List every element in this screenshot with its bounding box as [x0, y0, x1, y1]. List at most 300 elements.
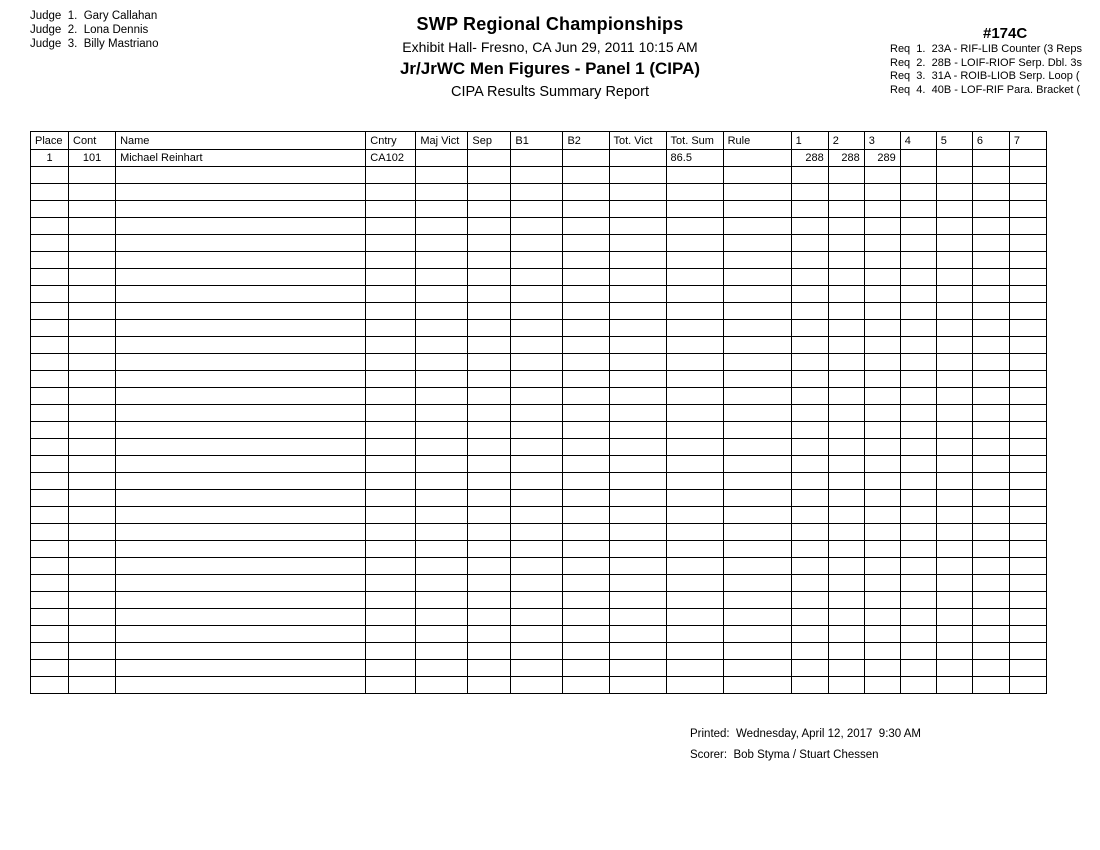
- table-cell: [900, 677, 936, 694]
- table-cell: [972, 524, 1009, 541]
- table-cell: [563, 201, 609, 218]
- table-cell: [864, 354, 900, 371]
- table-cell: [31, 405, 69, 422]
- table-cell: [69, 286, 116, 303]
- table-cell: [31, 371, 69, 388]
- table-cell: [936, 490, 972, 507]
- table-cell: 289: [864, 150, 900, 167]
- table-cell: [666, 354, 723, 371]
- table-cell: [791, 235, 828, 252]
- table-cell: [828, 371, 864, 388]
- col-header-tot-vict: Tot. Vict: [609, 132, 666, 150]
- table-cell: [900, 371, 936, 388]
- table-cell: [609, 677, 666, 694]
- table-cell: [791, 337, 828, 354]
- table-cell: [511, 252, 563, 269]
- table-cell: [972, 269, 1009, 286]
- table-cell: [366, 643, 416, 660]
- table-cell: 288: [828, 150, 864, 167]
- table-cell: [900, 150, 936, 167]
- table-cell: [366, 320, 416, 337]
- table-cell: [116, 422, 366, 439]
- table-cell: [936, 337, 972, 354]
- table-cell: [563, 575, 609, 592]
- table-cell: [563, 184, 609, 201]
- col-header-judge-5: 5: [936, 132, 972, 150]
- table-cell: [563, 286, 609, 303]
- table-cell: [416, 167, 468, 184]
- col-header-sep: Sep: [468, 132, 511, 150]
- table-cell: [468, 150, 511, 167]
- table-cell: [416, 337, 468, 354]
- table-cell: [468, 592, 511, 609]
- table-cell: [511, 473, 563, 490]
- table-cell: [1009, 643, 1046, 660]
- table-cell: [972, 201, 1009, 218]
- table-cell: [366, 337, 416, 354]
- table-cell: [416, 456, 468, 473]
- table-cell: [366, 201, 416, 218]
- table-cell: [366, 490, 416, 507]
- table-cell: [366, 218, 416, 235]
- table-cell: [936, 558, 972, 575]
- col-header-place: Place: [31, 132, 69, 150]
- table-cell: [511, 235, 563, 252]
- table-cell: [69, 507, 116, 524]
- table-cell: [1009, 575, 1046, 592]
- table-cell: [511, 150, 563, 167]
- table-cell: [972, 422, 1009, 439]
- table-cell: [666, 269, 723, 286]
- table-cell: [828, 643, 864, 660]
- table-cell: [366, 456, 416, 473]
- table-cell: [900, 252, 936, 269]
- table-cell: [828, 558, 864, 575]
- table-cell: [468, 337, 511, 354]
- table-cell: [936, 150, 972, 167]
- table-cell: [972, 388, 1009, 405]
- table-cell: [31, 235, 69, 252]
- table-cell: [1009, 473, 1046, 490]
- table-cell: [511, 575, 563, 592]
- table-cell: [791, 371, 828, 388]
- table-cell: [511, 558, 563, 575]
- table-cell: [416, 303, 468, 320]
- table-cell: [723, 252, 791, 269]
- empty-row: [31, 167, 1047, 184]
- table-cell: [116, 677, 366, 694]
- table-cell: [416, 150, 468, 167]
- table-cell: [900, 388, 936, 405]
- table-cell: [900, 439, 936, 456]
- table-cell: [666, 609, 723, 626]
- table-cell: [511, 456, 563, 473]
- table-cell: [31, 269, 69, 286]
- table-cell: [864, 490, 900, 507]
- table-cell: [69, 490, 116, 507]
- table-cell: [609, 184, 666, 201]
- empty-row: [31, 286, 1047, 303]
- empty-row: [31, 660, 1047, 677]
- table-cell: [864, 677, 900, 694]
- table-cell: [31, 422, 69, 439]
- table-cell: [31, 337, 69, 354]
- table-cell: [791, 286, 828, 303]
- table-cell: [609, 218, 666, 235]
- table-cell: [972, 456, 1009, 473]
- table-cell: [116, 405, 366, 422]
- table-cell: [972, 541, 1009, 558]
- table-cell: [416, 660, 468, 677]
- table-cell: [69, 473, 116, 490]
- table-cell: [468, 320, 511, 337]
- table-cell: [609, 337, 666, 354]
- table-cell: [936, 541, 972, 558]
- event-code: #174C: [983, 25, 1028, 42]
- table-cell: [828, 218, 864, 235]
- table-cell: [972, 354, 1009, 371]
- table-cell: [366, 558, 416, 575]
- table-cell: [666, 167, 723, 184]
- table-cell: [69, 371, 116, 388]
- table-cell: [366, 405, 416, 422]
- col-header-judge-1: 1: [791, 132, 828, 150]
- table-cell: [864, 660, 900, 677]
- table-cell: [1009, 269, 1046, 286]
- table-cell: [936, 626, 972, 643]
- table-header-row: [31, 132, 1047, 150]
- col-header-judge-7: 7: [1009, 132, 1046, 150]
- table-cell: [31, 456, 69, 473]
- table-cell: [609, 201, 666, 218]
- table-cell: [900, 303, 936, 320]
- table-cell: [972, 490, 1009, 507]
- table-cell: [609, 252, 666, 269]
- table-cell: [723, 592, 791, 609]
- table-cell: [416, 473, 468, 490]
- table-cell: [936, 269, 972, 286]
- table-cell: [723, 677, 791, 694]
- table-cell: [864, 643, 900, 660]
- table-cell: [116, 473, 366, 490]
- table-cell: [1009, 235, 1046, 252]
- table-cell: [723, 201, 791, 218]
- table-cell: [791, 541, 828, 558]
- table-cell: [936, 456, 972, 473]
- table-cell: [563, 677, 609, 694]
- table-cell: [1009, 609, 1046, 626]
- table-cell: [116, 541, 366, 558]
- table-cell: [468, 575, 511, 592]
- table-cell: [791, 558, 828, 575]
- table-cell: [1009, 541, 1046, 558]
- table-cell: [69, 541, 116, 558]
- table-cell: [116, 439, 366, 456]
- table-cell: [468, 218, 511, 235]
- table-cell: [828, 439, 864, 456]
- table-cell: [468, 184, 511, 201]
- table-cell: [609, 150, 666, 167]
- table-cell: [666, 558, 723, 575]
- table-cell: [791, 388, 828, 405]
- table-cell: [416, 218, 468, 235]
- table-cell: [31, 677, 69, 694]
- table-cell: [69, 456, 116, 473]
- table-cell: [900, 592, 936, 609]
- table-cell: [563, 303, 609, 320]
- empty-row: [31, 371, 1047, 388]
- table-cell: [972, 609, 1009, 626]
- table-cell: [791, 473, 828, 490]
- table-cell: [1009, 507, 1046, 524]
- table-cell: [936, 592, 972, 609]
- table-cell: [468, 303, 511, 320]
- table-cell: [723, 609, 791, 626]
- table-cell: [666, 286, 723, 303]
- table-cell: [69, 218, 116, 235]
- table-cell: [972, 184, 1009, 201]
- table-cell: [666, 507, 723, 524]
- table-cell: [900, 558, 936, 575]
- table-cell: [972, 677, 1009, 694]
- table-cell: [864, 235, 900, 252]
- table-cell: [116, 371, 366, 388]
- table-cell: [609, 269, 666, 286]
- table-cell: [936, 218, 972, 235]
- table-cell: [666, 626, 723, 643]
- report-title: CIPA Results Summary Report: [451, 84, 649, 100]
- table-cell: [609, 524, 666, 541]
- col-header-judge-2: 2: [828, 132, 864, 150]
- table-cell: [1009, 184, 1046, 201]
- table-cell: [416, 524, 468, 541]
- table-cell: [416, 558, 468, 575]
- table-cell: [936, 320, 972, 337]
- table-cell: [666, 320, 723, 337]
- table-cell: [563, 456, 609, 473]
- table-cell: [468, 609, 511, 626]
- table-cell: [1009, 490, 1046, 507]
- col-header-judge-6: 6: [972, 132, 1009, 150]
- table-cell: [511, 541, 563, 558]
- table-cell: [609, 422, 666, 439]
- table-cell: [936, 405, 972, 422]
- table-cell: [416, 320, 468, 337]
- table-cell: [563, 252, 609, 269]
- table-cell: [31, 388, 69, 405]
- table-cell: [723, 558, 791, 575]
- table-cell: [828, 524, 864, 541]
- table-cell: [116, 303, 366, 320]
- table-cell: [416, 507, 468, 524]
- table-cell: [791, 439, 828, 456]
- table-cell: [936, 609, 972, 626]
- printed-timestamp: Printed: Wednesday, April 12, 2017 9:30 AM: [690, 728, 921, 740]
- table-cell: [416, 592, 468, 609]
- table-cell: [609, 286, 666, 303]
- empty-row: [31, 388, 1047, 405]
- table-cell: 86.5: [666, 150, 723, 167]
- table-cell: [468, 490, 511, 507]
- table-cell: [468, 201, 511, 218]
- table-cell: [900, 218, 936, 235]
- empty-row: [31, 456, 1047, 473]
- table-cell: [666, 201, 723, 218]
- requirement-line: Req 3. 31A - ROIB-LIOB Serp. Loop (: [890, 70, 1080, 82]
- table-cell: [1009, 626, 1046, 643]
- table-cell: [116, 235, 366, 252]
- table-cell: [416, 269, 468, 286]
- table-cell: [666, 456, 723, 473]
- table-cell: [900, 473, 936, 490]
- table-cell: [31, 592, 69, 609]
- table-cell: [864, 609, 900, 626]
- table-cell: [416, 490, 468, 507]
- results-table-body: [31, 150, 1047, 694]
- table-cell: [936, 524, 972, 541]
- table-cell: [609, 660, 666, 677]
- table-cell: 288: [791, 150, 828, 167]
- table-cell: [864, 252, 900, 269]
- table-cell: [864, 167, 900, 184]
- table-cell: [609, 490, 666, 507]
- table-cell: [791, 456, 828, 473]
- table-cell: [666, 575, 723, 592]
- table-cell: [1009, 150, 1046, 167]
- table-cell: [31, 473, 69, 490]
- table-cell: [791, 626, 828, 643]
- table-cell: [828, 354, 864, 371]
- table-cell: [468, 388, 511, 405]
- table-cell: [791, 592, 828, 609]
- table-cell: [828, 337, 864, 354]
- table-cell: [69, 558, 116, 575]
- table-cell: [69, 609, 116, 626]
- table-cell: [563, 592, 609, 609]
- table-cell: [900, 269, 936, 286]
- judge-line: Judge 1. Gary Callahan: [30, 10, 158, 22]
- table-cell: [69, 592, 116, 609]
- table-cell: [563, 507, 609, 524]
- table-cell: [116, 269, 366, 286]
- table-cell: [828, 609, 864, 626]
- table-cell: [563, 524, 609, 541]
- table-cell: CA102: [366, 150, 416, 167]
- table-cell: [31, 184, 69, 201]
- table-cell: [864, 201, 900, 218]
- table-cell: [972, 252, 1009, 269]
- table-cell: [468, 286, 511, 303]
- table-cell: [666, 524, 723, 541]
- empty-row: [31, 575, 1047, 592]
- table-cell: [791, 490, 828, 507]
- table-cell: [31, 541, 69, 558]
- requirement-line: Req 4. 40B - LOF-RIF Para. Bracket (: [890, 83, 1081, 96]
- table-cell: [900, 507, 936, 524]
- table-cell: [511, 592, 563, 609]
- table-cell: [468, 439, 511, 456]
- table-cell: [116, 558, 366, 575]
- table-cell: 101: [69, 150, 116, 167]
- table-cell: [864, 439, 900, 456]
- table-cell: [69, 524, 116, 541]
- table-cell: [900, 541, 936, 558]
- competition-title: SWP Regional Championships: [416, 14, 684, 34]
- table-cell: [1009, 286, 1046, 303]
- table-cell: [900, 660, 936, 677]
- table-cell: [828, 660, 864, 677]
- table-cell: [31, 609, 69, 626]
- table-cell: [69, 643, 116, 660]
- table-cell: [936, 388, 972, 405]
- table-cell: [609, 320, 666, 337]
- table-cell: [791, 354, 828, 371]
- table-cell: [366, 507, 416, 524]
- table-cell: [609, 558, 666, 575]
- table-cell: [609, 167, 666, 184]
- table-cell: [468, 541, 511, 558]
- table-cell: [609, 643, 666, 660]
- table-cell: [791, 677, 828, 694]
- table-cell: [666, 371, 723, 388]
- table-cell: [416, 439, 468, 456]
- table-cell: [828, 286, 864, 303]
- table-cell: [936, 677, 972, 694]
- table-cell: [563, 269, 609, 286]
- table-cell: [511, 184, 563, 201]
- empty-row: [31, 218, 1047, 235]
- table-cell: [1009, 677, 1046, 694]
- table-cell: [828, 320, 864, 337]
- table-cell: [116, 592, 366, 609]
- table-cell: [563, 235, 609, 252]
- table-cell: [723, 473, 791, 490]
- table-cell: [511, 677, 563, 694]
- table-cell: [1009, 439, 1046, 456]
- table-cell: [468, 507, 511, 524]
- table-cell: [468, 235, 511, 252]
- table-cell: [116, 524, 366, 541]
- table-cell: [791, 184, 828, 201]
- table-cell: [666, 660, 723, 677]
- table-cell: [511, 388, 563, 405]
- table-cell: [366, 252, 416, 269]
- table-cell: [468, 252, 511, 269]
- table-cell: [31, 201, 69, 218]
- table-cell: [828, 405, 864, 422]
- table-cell: [900, 422, 936, 439]
- table-cell: [723, 167, 791, 184]
- empty-row: [31, 677, 1047, 694]
- table-cell: [31, 320, 69, 337]
- table-cell: [723, 354, 791, 371]
- table-cell: [609, 473, 666, 490]
- table-cell: [828, 252, 864, 269]
- table-cell: [511, 405, 563, 422]
- empty-row: [31, 541, 1047, 558]
- table-cell: [936, 286, 972, 303]
- table-cell: [609, 507, 666, 524]
- table-cell: [609, 575, 666, 592]
- table-cell: [864, 388, 900, 405]
- table-cell: [468, 269, 511, 286]
- scorer-credit: Scorer: Bob Styma / Stuart Chessen: [690, 749, 879, 761]
- table-cell: [864, 456, 900, 473]
- table-cell: [416, 643, 468, 660]
- table-cell: [366, 167, 416, 184]
- table-cell: [416, 405, 468, 422]
- table-cell: [416, 541, 468, 558]
